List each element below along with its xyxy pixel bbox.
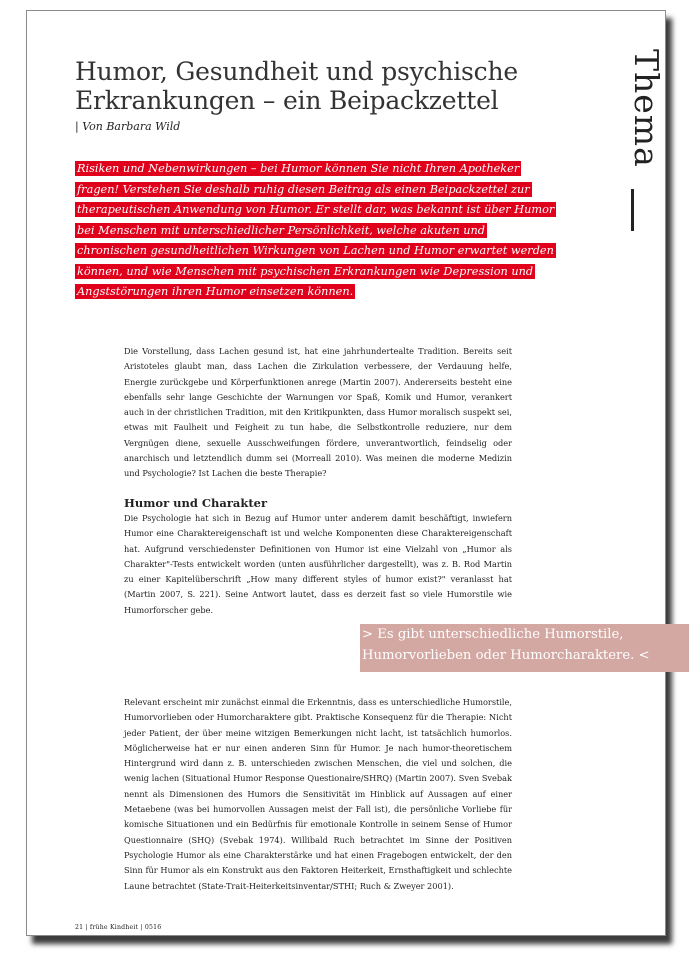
- subheading-humor-und-charakter: Humor und Charakter: [124, 496, 268, 510]
- lead-paragraph: [75, 159, 557, 303]
- body-paragraph-2: Die Psychologie hat sich in Bezug auf Humor unter anderem damit beschäftigt, inwiefern Humor eine Charaktereigenschaft ist und welche Komponenten diese Charaktereigenschaft hat. Aufgrund verschiedenster Definitionen von Humor ist eine Vielzahl von „Humor als Charakter"-Tests entwickelt worden (unten ausführlicher dargestellt), was z. B. Rod Martin zu einer Kapitelüberschrift „How many different styles of humor exist?" veranlasst hat (Martin 2007, S. 221). Seine Antwort lautet, dass es derzeit fast so viele Humorstile wie Humorforscher gebe.: [124, 513, 512, 615]
- page-footer: 21 | frühe Kindheit | 0516: [75, 924, 162, 931]
- body-paragraph-1: Die Vorstellung, dass Lachen gesund ist, hat eine jahrhundertealte Tradition. Bereits seit Aristoteles glaubt man, dass Lachen die Zirkulation verbessere, der Verdauung helfe, Energie zurückgebe und Körperfunktionen anrege (Martin 2007). Andererseits besteht eine ebenfalls sehr lange Geschichte der Warnungen vor Spaß, Komik und Humor, verankert auch in der christlichen Tradition, mit den Kritikpunkten, dass Humor moralisch suspekt sei, etwas mit Faulheit und Feigheit zu tun habe, die Selbstkontrolle reduziere, nur dem Vergnügen diene, sexuelle Ausschweifungen fördere, unverantwortlich, feindselig oder anarchisch und letztendlich dumm sei (Morreall 2010). Was meinen die moderne Medizin und Psychologie? Ist Lachen die beste Therapie?: [124, 346, 512, 479]
- lead-highlight-text: Risiken und Nebenwirkungen – bei Humor können Sie nicht Ihren Apotheker fragen! Verstehen Sie deshalb ruhig diesen Beitrag als einen Beipackzettel zur therapeutischen Anwendung von Humor. Er stellt dar, was bekannt ist über Humor bei Menschen mit unterschiedlicher Persönlichkeit, welche akuten und chronischen gesundheitlichen Wirkungen von Lachen und Humor erwartet werden können, und wie Menschen mit psychischen Erkrankungen wie Depression und Angststörungen ihren Humor einsetzen können.: [77, 162, 555, 298]
- author-byline: | Von Barbara Wild: [75, 120, 181, 133]
- section-label-text: Thema: [627, 49, 666, 168]
- body-paragraph-3: Relevant erscheint mir zunächst einmal die Erkenntnis, dass es unterschiedliche Humorstile, Humorvorlieben oder Humorcharaktere gibt. Praktische Konsequenz für die Therapie: Nicht jeder Patient, der über meine witzigen Bemerkungen nicht lacht, ist tatsächlich humorlos. Möglicherweise hat er nur einen anderen Sinn für Humor. Je nach humor-theoretischem Hintergrund wird dann z. B. unterschieden zwischen Menschen, die viel und solchen, die wenig lachen (Situational Humor Response Questionaire/SHRQ) (Martin 2007). Sven Svebak nennt als Dimensionen des Humors die Sensitivität im Hinblick auf Aussagen auf einer Metaebene (was bei humorvollen Aussagen meist der Fall ist), die persönliche Vorliebe für komische Situationen und ein Bedürfnis für emotionale Kontrolle in seinem Sense of Humor Questionnaire (SHQ) (Svebak 1974). Willibald Ruch betrachtet im Sinne der Positiven Psychologie Humor als eine Charakterstärke und hat einen Fragebogen entwickelt, der den Sinn für Humor als ein Konstrukt aus den Faktoren Heiterkeit, Ernsthaftigkeit und schlechte Laune betrachtet (State-Trait-Heiterkeitsinventar/STHI; Ruch & Zweyer 2001).: [124, 697, 512, 891]
- section-label-bar: [631, 189, 634, 231]
- section-label: [625, 49, 669, 195]
- pull-quote-text: > Es gibt unterschiedliche Humorstile, Humorvorlieben oder Humorcharaktere. <: [362, 627, 650, 663]
- magazine-page: [26, 10, 666, 936]
- pull-quote: [360, 624, 689, 672]
- article-title: Humor, Gesundheit und psychische Erkrankungen – ein Beipackzettel: [75, 57, 518, 115]
